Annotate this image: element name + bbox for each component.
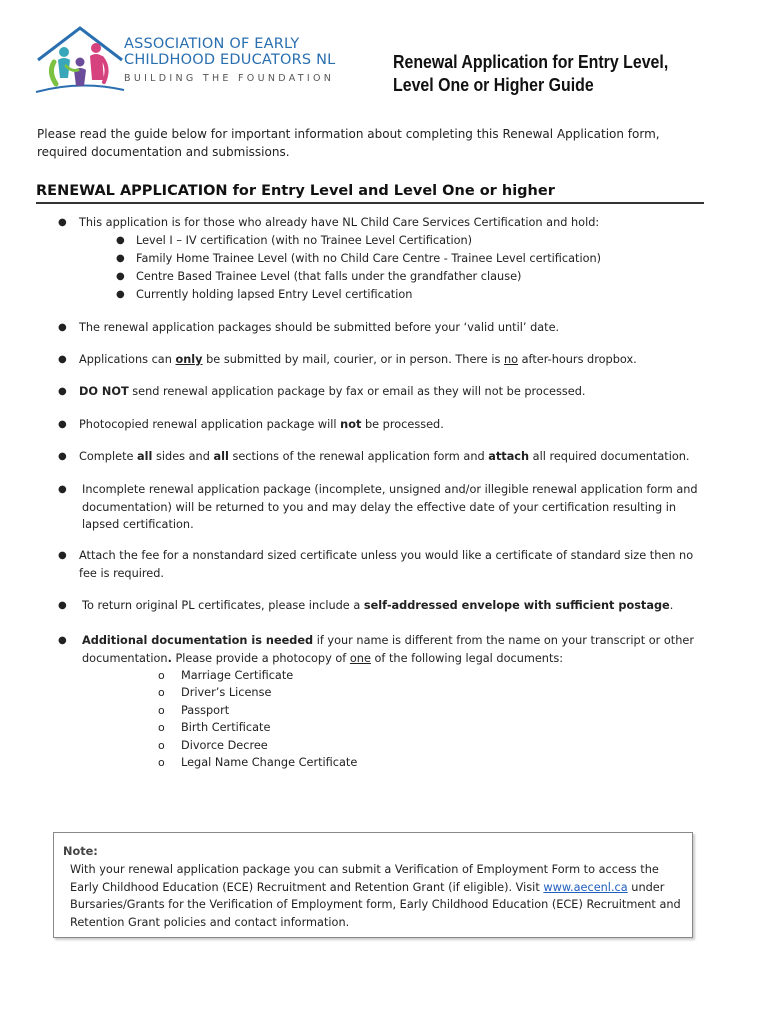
text-run: of the following legal documents: [370,651,564,665]
sub-item-text: Marriage Certificate [181,669,294,682]
intro-paragraph: Please read the guide below for important information about completing this Renewal Application form, required documentation and submissions. [37,127,660,159]
text-run: sections of the renewal application form and [228,450,489,463]
text-run: send renewal application package by fax or email as they will not be processed. [128,385,586,398]
circle-bullet-icon: o [158,739,165,752]
sub-item-text: Centre Based Trainee Level (that falls under the grandfather clause) [136,270,522,283]
sub-item-text: Family Home Trainee Level (with no Child Care Centre - Trainee Level certification) [136,252,602,265]
bullet-icon: ● [58,386,67,397]
text-run: Photocopied renewal application package will [79,418,341,431]
emphasis-text: one [349,651,371,665]
text-run: With your renewal application package you can submit a Verification of Employment Form to access the Early Childhood Education (ECE) Recruitment and Retention Grant (if eligible). Visit [70,863,659,894]
item-text [82,597,707,615]
emphasis-text: not [340,418,362,431]
text-run: Applications can [79,353,176,366]
item-text: Incomplete renewal application package (incomplete, unsigned and/or illegible renewal application form and documentation) will be returned to you and may delay the effective date of your certification resulting in lapsed certification. [82,483,698,532]
circle-bullet-icon: o [158,704,165,717]
item-text [79,416,707,434]
note-text [70,861,690,931]
emphasis-text: attach [488,450,530,463]
bullet-icon: ● [58,354,67,365]
note-label: Note: [63,845,98,858]
text-run: Complete [79,450,138,463]
emphasis-text: . [167,651,172,665]
item-text [79,351,707,369]
item-text [82,632,707,667]
text-run: all required documentation. [529,450,690,463]
sub-item-text: Level I – IV certification (with no Trainee Level Certification) [136,234,473,247]
circle-bullet-icon: o [158,756,165,769]
logo-tagline: BUILDING THE FOUNDATION [124,73,335,84]
bullet-icon: ● [116,253,125,264]
logo-line-2: CHILDHOOD EDUCATORS NL [124,52,336,68]
sub-item-text: Driver’s License [181,686,272,699]
logo-wordmark [124,36,335,84]
text-run: Please provide a photocopy of [171,651,350,665]
title-line-1: Renewal Application for Entry Level, [393,51,669,72]
bullet-icon: ● [58,451,67,462]
bullet-icon: ● [58,550,67,561]
emphasis-text: no [503,353,519,366]
item-text [79,448,707,466]
text-run: if your name is different from the name on your transcript or other documentation [82,634,694,665]
text-run: after-hours dropbox. [518,353,637,366]
website-link[interactable]: www.aecenl.ca [543,880,628,894]
text-run: be submitted by mail, courier, or in person. There is [202,353,504,366]
organization-logo [34,22,336,96]
bullet-icon: ● [116,289,125,300]
bullet-icon: ● [58,484,67,495]
section-heading: RENEWAL APPLICATION for Entry Level and Level One or higher [36,183,704,204]
text-run: . [669,599,674,612]
text-run: To return original PL certificates, please include a [82,599,364,612]
circle-bullet-icon: o [158,686,165,699]
sub-item-text: Passport [181,704,230,717]
logo-line-1: ASSOCIATION OF EARLY [124,36,300,52]
text-run: sides and [152,450,214,463]
emphasis-text: all [137,450,153,463]
emphasis-text: DO NOT [79,385,129,398]
sub-item-text: Birth Certificate [181,721,271,734]
emphasis-text: self-addressed envelope with sufficient postage [363,599,670,612]
bullet-icon: ● [58,635,67,646]
bullet-icon: ● [58,419,67,430]
bullet-icon: ● [58,600,67,611]
document-title [393,50,668,96]
item-text: The renewal application packages should be submitted before your ‘valid until’ date. [79,321,560,334]
text-run: be processed. [361,418,444,431]
title-line-2: Level One or Higher Guide [393,74,594,95]
item-text: This application is for those who already have NL Child Care Services Certification and hold: [79,216,600,229]
emphasis-text: only [175,353,203,366]
bullet-icon: ● [58,322,67,333]
sub-item-text: Divorce Decree [181,739,268,752]
sub-item-text: Currently holding lapsed Entry Level certification [136,288,413,301]
item-text: Attach the fee for a nonstandard sized certificate unless you would like a certificate of standard size then no fee is required. [79,549,694,580]
emphasis-text: Additional documentation is needed [82,634,314,647]
logo-figures-icon [34,22,126,96]
note-box [53,832,693,938]
bullet-icon: ● [116,235,125,246]
circle-bullet-icon: o [158,721,165,734]
bullet-icon: ● [116,271,125,282]
item-text [79,383,707,401]
emphasis-text: all [213,450,229,463]
sub-item-text: Legal Name Change Certificate [181,756,358,769]
circle-bullet-icon: o [158,669,165,682]
text-run: under Bursaries/Grants for the Verification of Employment form, Early Childhood Education (ECE) Recruitment and Retention Grant policies and contact information. [70,880,681,929]
bullet-icon: ● [58,217,67,228]
